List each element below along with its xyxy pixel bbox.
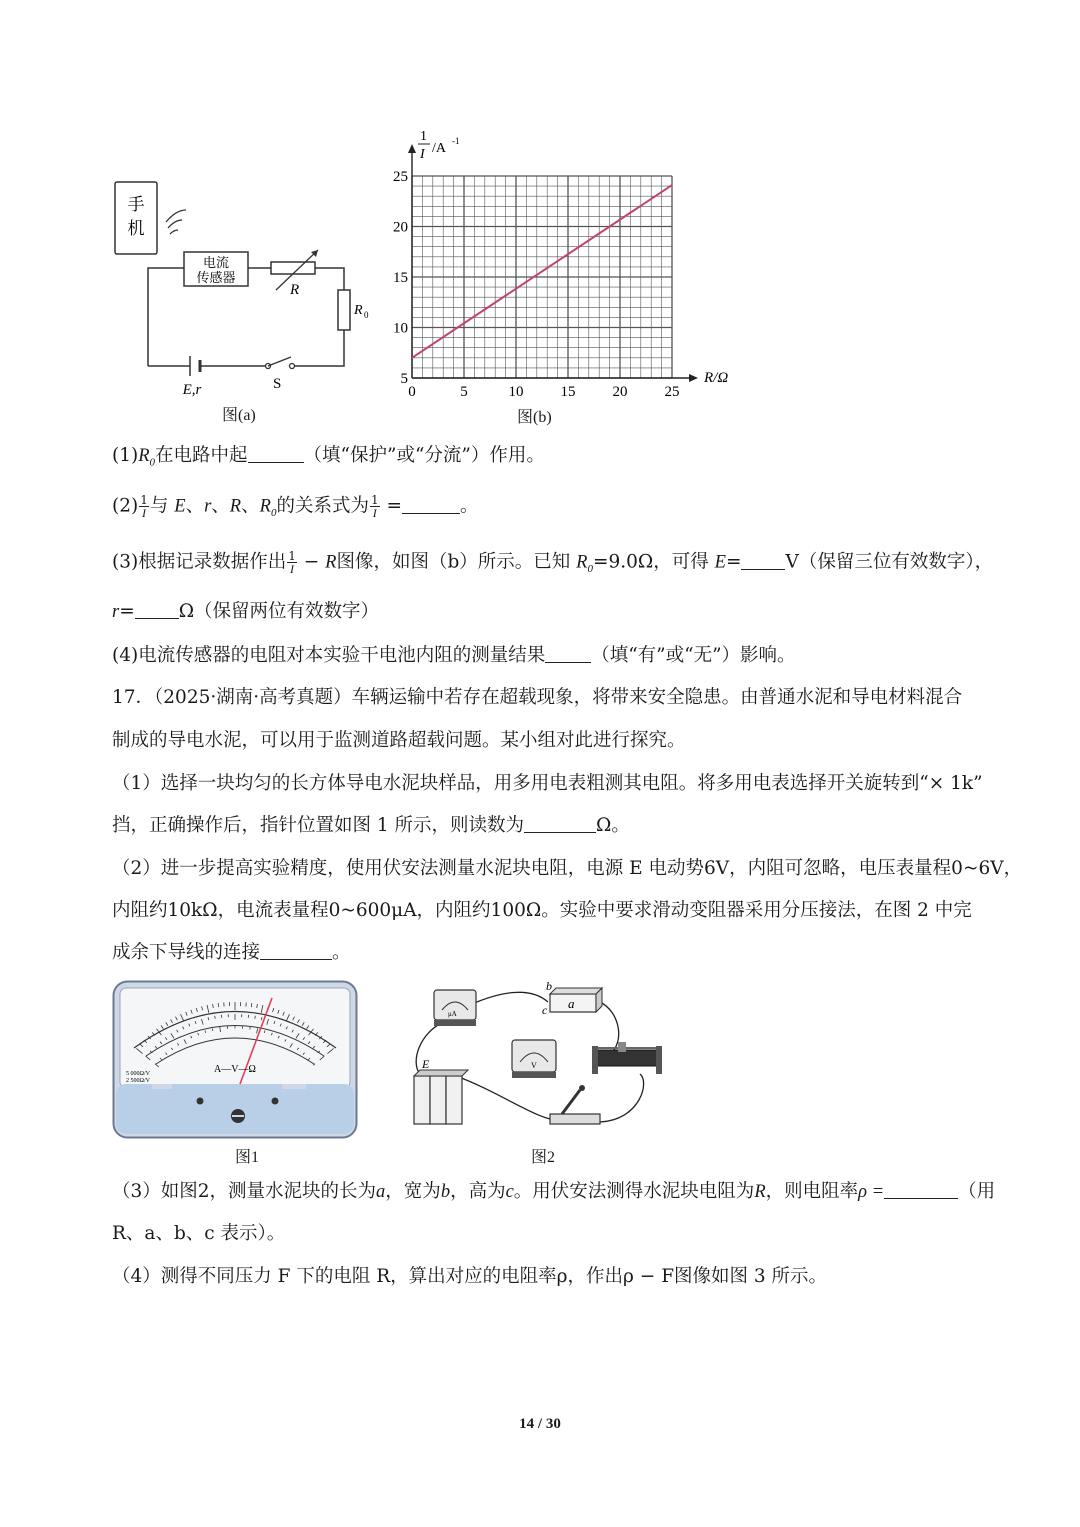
q16-part1: $(1)R_0$在电路中起 （填“保护”或“分流”）作用。: [112, 445, 545, 469]
ammeter-label: μA: [448, 1010, 457, 1018]
label-c: c: [542, 1003, 548, 1017]
screw-left: [197, 1098, 204, 1105]
q17-s2-line1: （2）进一步提高实验精度，使用伏安法测量水泥块电阻，电源 E 电动势6V，内阻可忽略，电压表量程0~6V，: [112, 858, 1023, 879]
sensor-label-1: 电流: [202, 255, 230, 270]
scale-tick: [255, 1016, 256, 1019]
chart-ticks: [393, 169, 680, 400]
phone-label-2: 机: [127, 219, 145, 238]
figure-2-caption: 图2: [531, 1149, 556, 1166]
q16-part3: (3)根据记录数据作出 $\frac{1}{I}$ − R图像，如图（b）所示。已知 $R_0=9.0\Omega$，可得 E= V（保留三位有效数字），: [112, 549, 994, 576]
r0-label: R: [354, 303, 363, 318]
q17-s2-line2: 内阻约10kΩ，电流表量程0~600μA，内阻约100Ω。实验中要求滑动变阻器采用分压接法，在图 2 中完: [112, 900, 972, 921]
er-label: E,r: [182, 382, 202, 398]
knife-switch: [550, 1085, 600, 1124]
q17-s1-line1: （1）选择一块均匀的长方体导电水泥块样品，用多用电表粗测其电阻。将多用电表选择开关旋转到“× 1k”: [112, 773, 983, 794]
q16-part4: (4)电流传感器的电阻对本实验干电池内阻的测量结果 （填“有”或“无”）影响。: [112, 645, 796, 666]
s-label: S: [273, 376, 282, 392]
ammeter: [434, 990, 476, 1026]
y-tick-label: 25: [393, 169, 408, 185]
y-tick-label: 5: [400, 371, 408, 387]
phone-label-1: 手: [127, 195, 145, 214]
series-line: [412, 185, 672, 358]
q17-s3-line1: （3）如图2，测量水泥块的长为a，宽为b，高为c。用伏安法测得水泥块电阻为R，则电阻率ρ = （用: [112, 1181, 996, 1202]
q17-line2: 制成的导电水泥，可以用于监测道路超载问题。某小组对此进行探究。: [112, 730, 686, 751]
answer-blank-6[interactable]: [524, 814, 596, 833]
spec-1: 5 000Ω/V: [126, 1071, 150, 1077]
y-tick-label: 20: [393, 219, 408, 236]
q17-s1-line2: 挡，正确操作后，指针位置如图 1 所示，则读数为 Ω。: [112, 815, 630, 836]
chart-series: [412, 185, 672, 358]
voltmeter: [512, 1040, 556, 1078]
q17-s3-line2: R、a、b、c 表示）。: [112, 1223, 286, 1244]
answer-blank-1[interactable]: [248, 444, 304, 463]
answer-blank-7[interactable]: [260, 941, 332, 960]
label-E: E: [422, 1057, 430, 1071]
scale-tick: [218, 1003, 219, 1007]
page-number: 14 / 30: [519, 1416, 561, 1432]
sensor-label-2: 传感器: [196, 270, 236, 285]
answer-blank-2[interactable]: [402, 495, 460, 514]
q16-part3-line2: r= Ω（保留两位有效数字）: [112, 601, 380, 622]
x-tick-label: 20: [612, 384, 628, 400]
rheostat: [592, 1042, 662, 1074]
y-tick-label: 10: [393, 320, 408, 337]
figure-a-caption: 图(a): [222, 407, 256, 424]
answer-blank-3[interactable]: [741, 551, 785, 570]
q17-s2-line3: 成余下导线的连接 。: [112, 942, 351, 963]
answer-blank-5[interactable]: [545, 644, 591, 663]
y-axis-unit: /A: [432, 141, 446, 156]
label-b: b: [546, 982, 552, 993]
wireless-signal-icon: [166, 210, 186, 234]
chart-grid: [412, 176, 672, 378]
figure-a-circuit: [108, 178, 378, 428]
q17-s4: （4）测得不同压力 F 下的电阻 R，算出对应的电阻率ρ，作出ρ − F图像如图 3 所示。: [112, 1266, 828, 1287]
q17-line1: 17．（2025·湖南·高考真题）车辆运输中若存在超载现象，将带来安全隐患。由普通水泥和导电材料混合: [112, 687, 963, 708]
x-axis-arrow-icon: [689, 374, 698, 382]
figure-2-apparatus: [400, 982, 680, 1142]
y-axis-den: I: [420, 147, 425, 162]
screw-right: [272, 1098, 279, 1105]
figure-b-caption: 图(b): [517, 409, 552, 426]
y-tick-label: 15: [393, 270, 408, 286]
y-axis-num: 1: [420, 129, 427, 144]
scale-tick: [251, 1003, 252, 1007]
spec-2: 2 500Ω/V: [126, 1078, 150, 1084]
r-label: R: [290, 282, 300, 298]
figure-1-multimeter: [112, 980, 358, 1140]
answer-blank-4[interactable]: [135, 600, 179, 619]
answer-blank-8[interactable]: [884, 1180, 958, 1199]
x-axis-label: R/Ω: [704, 370, 729, 386]
x-tick-label: 10: [508, 384, 524, 400]
figure-1-caption: 图1: [235, 1149, 260, 1166]
x-tick-label: 25: [664, 384, 680, 400]
label-a: a: [568, 996, 575, 1011]
x-tick-label: 0: [408, 384, 416, 400]
cement-block: [542, 982, 602, 1017]
q16-part2: (2) $\frac{1}{I}$ 与 E、r、R、$R_0$的关系式为 $\frac{1}{I}$ = 。: [112, 493, 479, 520]
x-tick-label: 15: [560, 384, 576, 400]
r0-sub: 0: [364, 310, 369, 320]
battery: [414, 1057, 468, 1124]
scale-tick: [212, 1029, 213, 1031]
scale-tick: [215, 1016, 216, 1019]
voltmeter-label: V: [531, 1061, 537, 1070]
scale-label: A—V—Ω: [214, 1064, 256, 1075]
x-tick-label: 5: [460, 384, 468, 400]
y-axis-exp: -1: [452, 136, 460, 146]
y-axis-arrow-icon: [408, 144, 416, 153]
figure-b-chart: [380, 128, 750, 408]
